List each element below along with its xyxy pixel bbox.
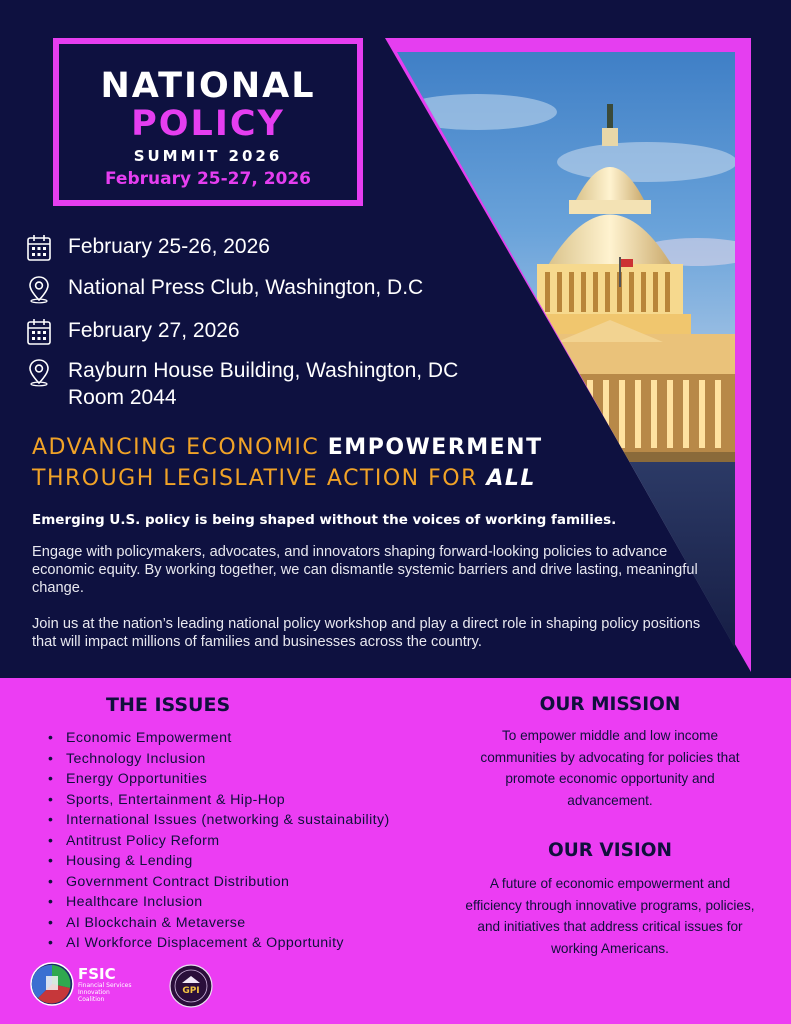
issues-list (48, 728, 390, 954)
fsic-logo-emblem (30, 962, 74, 1006)
gpi-logo (168, 963, 214, 1013)
list-item: • Economic Empowerment (48, 728, 390, 749)
detail-venue-2 (26, 357, 458, 411)
fsic-name: Financial Services Innovation Coalition (78, 981, 132, 1003)
list-item: • Antitrust Policy Reform (48, 831, 390, 852)
headline-part1: ADVANCING ECONOMIC (32, 435, 328, 460)
list-item: • Housing & Lending (48, 851, 390, 872)
list-item: • AI Blockchain & Metaverse (48, 913, 390, 934)
list-item: • International Issues (networking & sustainability) (48, 810, 390, 831)
location-pin-icon (26, 274, 52, 304)
vision-text: A future of economic empowerment and efficiency through innovative programs, policies, and initiatives that address critical issues for working Americans. (465, 876, 755, 956)
list-item: • AI Workforce Displacement & Opportunity (48, 933, 390, 954)
bottom-section (0, 678, 791, 1024)
fsic-abbr: FSIC (78, 964, 116, 983)
calendar-icon (26, 317, 52, 347)
headline (32, 432, 632, 494)
detail-venue-1 (26, 274, 423, 304)
detail-venue-2-text (68, 357, 458, 411)
paragraph-join: Join us at the nation’s leading national policy workshop and play a direct role in shaping policy positions that will impact millions of families and businesses across the country. (32, 616, 701, 650)
headline-part3: THROUGH LEGISLATIVE ACTION FOR (32, 466, 487, 491)
detail-venue-1-text: National Press Club, Washington, D.C (68, 276, 424, 299)
headline-part2: EMPOWERMENT (327, 435, 543, 460)
fsic-logo (30, 962, 138, 1006)
mission-title: OUR MISSION (539, 694, 681, 715)
list-item: • Government Contract Distribution (48, 872, 390, 893)
detail-date-1-text: February 25-26, 2026 (68, 235, 270, 258)
detail-date-2 (26, 317, 240, 347)
issues-title: THE ISSUES (106, 694, 231, 716)
detail-date-2-text: February 27, 2026 (68, 319, 240, 342)
paragraph-engage: Engage with policymakers, advocates, and innovators shaping forward-looking policies to advance economic equity. By working together, we can dismantle systemic barriers and drive lasting, meaningful change. (32, 544, 698, 596)
location-pin-icon (26, 357, 52, 387)
vision-title: OUR VISION (547, 840, 673, 861)
calendar-icon (26, 233, 52, 263)
list-item: • Sports, Entertainment & Hip-Hop (48, 790, 390, 811)
list-item: • Energy Opportunities (48, 769, 390, 790)
fsic-label (78, 966, 138, 1003)
title-policy: POLICY (131, 104, 285, 144)
title-inner (66, 51, 350, 193)
detail-venue-2-line1: Rayburn House Building, Washington, DC (68, 359, 459, 382)
gpi-abbr: GPI (182, 986, 200, 996)
list-item: • Healthcare Inclusion (48, 892, 390, 913)
list-item: • Technology Inclusion (48, 749, 390, 770)
headline-part4: ALL (486, 466, 536, 491)
title-summit: SUMMIT 2026 (133, 147, 283, 165)
gpi-logo-seal (168, 963, 214, 1009)
title-national: NATIONAL (100, 66, 316, 106)
detail-date-1 (26, 233, 270, 263)
emphasis-text: Emerging U.S. policy is being shaped without the voices of working families. (32, 512, 617, 528)
title-dates: February 25-27, 2026 (104, 169, 312, 189)
detail-venue-2-line2: Room 2044 (68, 386, 177, 409)
title-box (53, 38, 363, 206)
mission-text: To empower middle and low income communities by advocating for policies that promote economic opportunity and advancement. (480, 728, 740, 808)
